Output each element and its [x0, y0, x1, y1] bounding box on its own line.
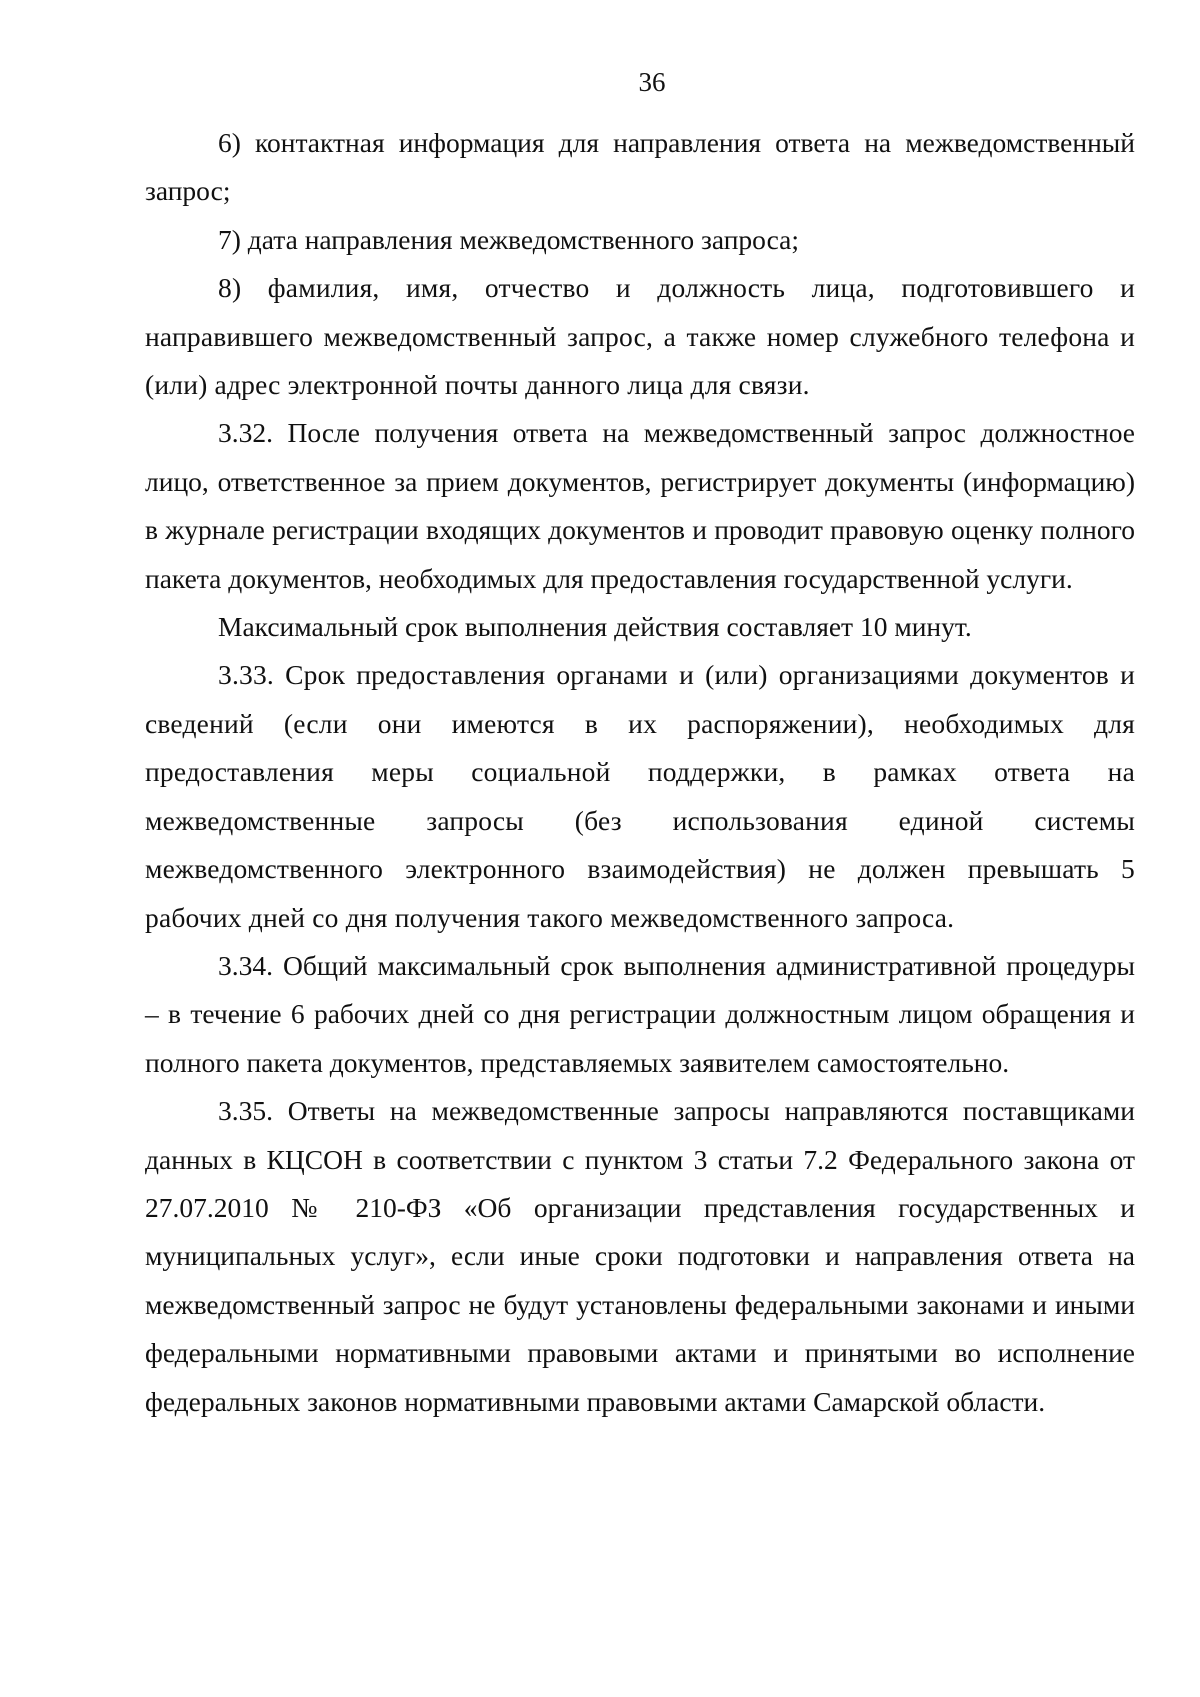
paragraph-max-time: Максимальный срок выполнения действия составляет 10 минут.	[218, 611, 972, 643]
paragraph-3-33: 3.33. Срок предоставления органами и (или) организациями документов и сведений (если они имеются в их распоряжении), необходимых для предоставления меры социальной поддержки, в рамках ответа на межведомственные запросы (без использования единой системы межведомственного электронного взаимодействия) не должен превышать 5 рабочих дней со дня получения такого межведомственного запроса.	[145, 659, 1135, 933]
paragraph-3-32: 3.32. После получения ответа на межведомственный запрос должностное лицо, ответственное за прием документов, регистрирует документы (информацию) в журнале регистрации входящих документов и проводит правовую оценку полного пакета документов, необходимых для предоставления государственной услуги.	[145, 417, 1135, 594]
paragraph-item-7: 7) дата направления межведомственного запроса;	[218, 223, 799, 255]
paragraph-3-35: 3.35. Ответы на межведомственные запросы направляются поставщиками данных в КЦСОН в соответствии с пунктом 3 статьи 7.2 Федерального закона от 27.07.2010 № 210-ФЗ «Об организации представления государственных и муниципальных услуг», если иные сроки подготовки и направления ответа на межведомственный запрос не будут установлены федеральными законами и иными федеральными нормативными правовыми актами и принятыми во исполнение федеральных законов нормативными правовыми актами Самарской области.	[145, 1095, 1135, 1417]
document-body	[145, 119, 1135, 1426]
paragraph-3-34: 3.34. Общий максимальный срок выполнения административной процедуры – в течение 6 рабочих дней со дня регистрации должностным лицом обращения и полного пакета документов, представляемых заявителем самостоятельно.	[145, 949, 1135, 1078]
paragraph-item-8: 8) фамилия, имя, отчество и должность лица, подготовившего и направившего межведомственный запрос, а также номер служебного телефона и (или) адрес электронной почты данного лица для связи.	[145, 272, 1135, 401]
paragraph-item-6: 6) контактная информация для направления ответа на межведомственный запрос;	[145, 127, 1135, 207]
page-number: 36	[638, 67, 666, 97]
